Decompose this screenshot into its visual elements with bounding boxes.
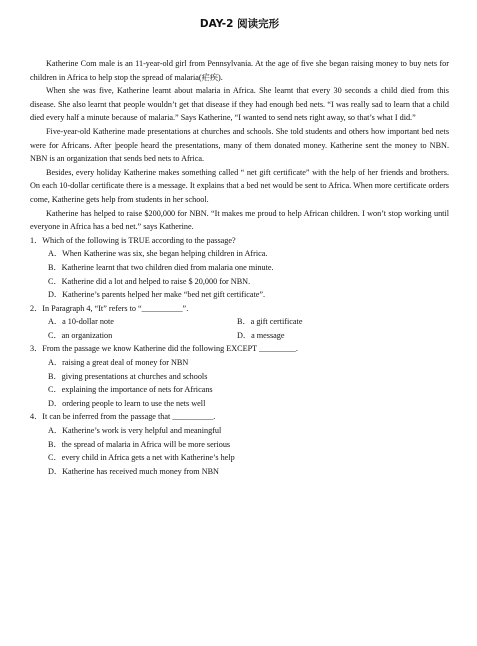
- option-a: A．raising a great deal of money for NBN: [48, 358, 189, 368]
- question-4: [30, 410, 449, 478]
- paragraph-5: Katherine has helped to raise $200,000 for NBN. “It makes me proud to help African children. I won’t stop working until everyone in Africa has a bed net.” says Katherine.: [30, 208, 449, 232]
- question-3: [30, 342, 449, 410]
- option-c: C．explaining the importance of nets for Africans: [48, 385, 213, 395]
- paragraph-1: Katherine Com male is an 11-year-old girl from Pennsylvania. At the age of five she began raising money to buy nets for children in Africa to help stop the spread of malaria(疟疾).: [30, 59, 449, 82]
- paragraph-4: Besides, every holiday Katherine makes something called “ net gift certificate” with the help of her friends and brothers. On each 10-dollar certificate there is a message. It explains that a bed net would be sent to Africa. When more certificate orders come, Katherine gets help from students in her school.: [30, 167, 449, 204]
- question-stem: 3．From the passage we know Katherine did the following EXCEPT _________.: [30, 344, 298, 354]
- option-row: [48, 329, 449, 343]
- question-2: [30, 302, 449, 343]
- option-b: B．Katherine learnt that two children died from malaria one minute.: [48, 262, 274, 272]
- option-d: D．ordering people to learn to use the nets well: [48, 398, 206, 408]
- option-a: A．a 10-dollar note: [48, 317, 114, 327]
- option-b: B．the spread of malaria in Africa will be more serious: [48, 439, 231, 449]
- option-c: C．Katherine did a lot and helped to raise $ 20,000 for NBN.: [48, 276, 251, 286]
- question-1: [30, 234, 449, 302]
- paragraph-2: When she was five, Katherine learnt about malaria in Africa. She learnt that every 30 seconds a child died from this disease. She also learnt that people wouldn’t get that disease if they had enough bed nets. “I was really sad to learn that a child died every half a minute because of malaria.” Says Katherine, “I wanted to send nets right away, so that’s what I did.”: [30, 86, 449, 123]
- question-stem: 2．In Paragraph 4, “It” refers to “__________”.: [30, 303, 189, 313]
- option-c: C．every child in Africa gets a net with Katherine’s help: [48, 453, 235, 463]
- option-b: B．giving presentations at churches and schools: [48, 371, 208, 381]
- option-d: D．a message: [237, 330, 285, 340]
- page-title: DAY-2 阅读完形: [199, 18, 280, 30]
- option-c: C．an organization: [48, 330, 113, 340]
- paragraph-3: Five-year-old Katherine made presentations at churches and schools. She told students and others how important bed nets were for Africans. After |people heard the presentations, many of them donated money. Katherine sent the money to NBN. NBN is an organization that sends bed nets to Africa.: [30, 126, 449, 164]
- question-stem: 4．It can be inferred from the passage that __________.: [30, 412, 216, 422]
- option-d: D．Katherine has received much money from NBN: [48, 466, 219, 476]
- option-b: B．a gift certificate: [237, 317, 303, 327]
- option-row: [48, 315, 449, 329]
- option-a: A．When Katherine was six, she began helping children in Africa.: [48, 249, 268, 259]
- option-a: A．Katherine’s work is very helpful and meaningful: [48, 426, 222, 436]
- question-stem: 1．Which of the following is TRUE according to the passage?: [30, 235, 236, 245]
- passage: [30, 57, 449, 234]
- option-d: D．Katherine’s parents helped her make “bed net gift certificate”.: [48, 290, 266, 300]
